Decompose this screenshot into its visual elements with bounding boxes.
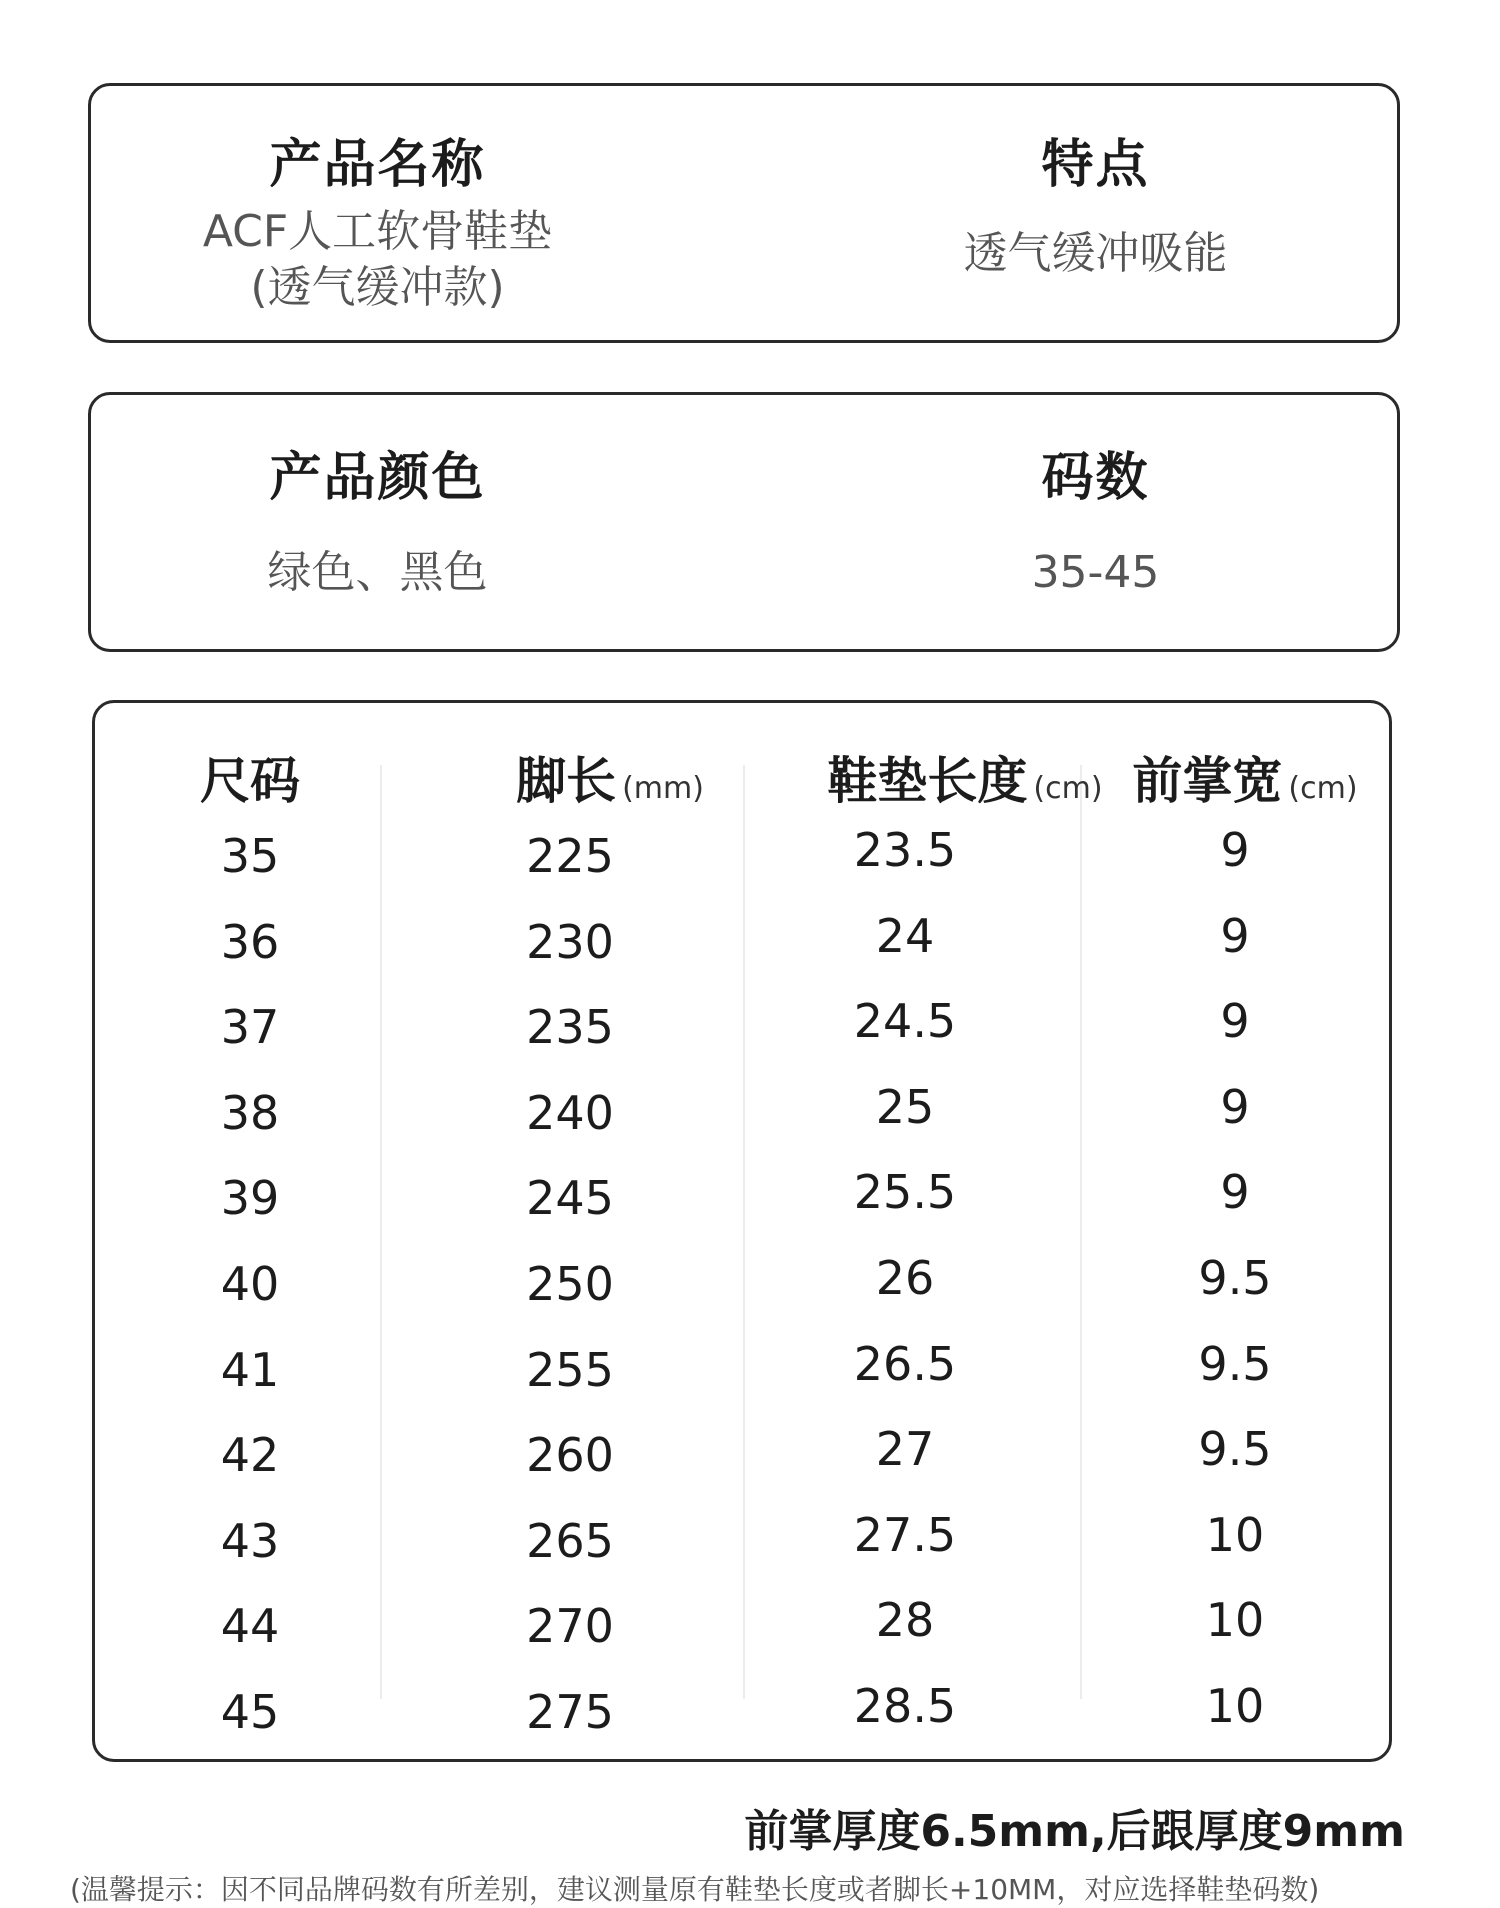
table-row: [95, 1420, 1389, 1506]
cell-foot-length: 245: [526, 1171, 614, 1226]
cell-forefoot-width: 9: [1220, 994, 1250, 1049]
size-range-section: [744, 395, 1397, 649]
table-row: [95, 907, 1389, 993]
header-forefoot-width: [1095, 741, 1395, 813]
table-row: [95, 1335, 1389, 1421]
product-name-section: [91, 86, 744, 340]
cell-forefoot-width: 9: [1220, 1165, 1250, 1220]
cell-size: 41: [220, 1342, 280, 1397]
size-range-value: 35-45: [1031, 547, 1160, 598]
cell-insole-length: 25: [875, 1079, 935, 1134]
header-forefoot-width-unit: (cm): [1288, 771, 1358, 806]
cell-forefoot-width: 10: [1205, 1593, 1265, 1648]
table-row: [95, 1078, 1389, 1164]
cell-forefoot-width: 9: [1220, 823, 1250, 877]
header-forefoot-width-label: 前掌宽: [1132, 752, 1283, 810]
cell-size: 39: [220, 1171, 280, 1226]
table-row: [95, 1591, 1389, 1677]
cell-insole-length: 24.5: [853, 994, 957, 1049]
cell-insole-length: 27: [875, 1422, 935, 1477]
product-name-value: [11, 204, 744, 316]
size-chart-table: [92, 700, 1392, 1762]
cell-insole-length: 27.5: [853, 1507, 957, 1562]
feature-value: 透气缓冲吸能: [963, 228, 1228, 279]
table-row: [95, 992, 1389, 1078]
table-row: [95, 821, 1389, 907]
header-foot-length-label: 脚长: [516, 752, 617, 810]
cell-forefoot-width: 9.5: [1198, 1250, 1272, 1305]
cell-size: 36: [220, 914, 280, 969]
feature-section: [744, 86, 1397, 340]
table-body: [95, 821, 1389, 1763]
cell-insole-length: 25.5: [853, 1165, 957, 1220]
cell-foot-length: 240: [526, 1085, 614, 1140]
product-info-card: [88, 83, 1400, 343]
header-insole-length-unit: (cm): [1033, 771, 1103, 806]
cell-size: 40: [220, 1256, 280, 1311]
cell-foot-length: 255: [526, 1342, 614, 1397]
cell-forefoot-width: 9.5: [1198, 1422, 1272, 1477]
header-foot-length-unit: (mm): [622, 771, 704, 806]
cell-forefoot-width: 9: [1220, 908, 1250, 963]
cell-foot-length: 275: [526, 1684, 614, 1739]
cell-size: 37: [220, 1000, 280, 1055]
feature-title: 特点: [1041, 135, 1150, 195]
cell-foot-length: 260: [526, 1428, 614, 1483]
product-name-line2: (透气缓冲款): [250, 262, 505, 313]
cell-forefoot-width: 9: [1220, 1079, 1250, 1134]
cell-insole-length: 28: [875, 1593, 935, 1648]
product-name-title: 产品名称: [269, 135, 486, 195]
cell-foot-length: 265: [526, 1513, 614, 1568]
cell-size: 38: [220, 1085, 280, 1140]
cell-size: 43: [220, 1513, 280, 1568]
cell-size: 42: [220, 1428, 280, 1483]
size-range-title: 码数: [1041, 448, 1150, 508]
color-section: [91, 395, 744, 649]
color-title: 产品颜色: [269, 448, 486, 508]
cell-insole-length: 26.5: [853, 1336, 957, 1391]
cell-size: 35: [220, 829, 280, 883]
color-value: 绿色、黑色: [267, 547, 488, 598]
header-size: [175, 741, 325, 813]
cell-insole-length: 26: [875, 1250, 935, 1305]
cell-insole-length: 24: [875, 908, 935, 963]
table-row: [95, 1249, 1389, 1335]
table-header: [95, 741, 1389, 811]
cell-forefoot-width: 10: [1205, 1678, 1265, 1733]
cell-foot-length: 230: [526, 914, 614, 969]
cell-foot-length: 225: [526, 829, 614, 883]
table-row: [95, 1163, 1389, 1249]
cell-foot-length: 250: [526, 1256, 614, 1311]
cell-foot-length: 235: [526, 1000, 614, 1055]
cell-foot-length: 270: [526, 1599, 614, 1654]
table-row: [95, 1506, 1389, 1592]
color-size-card: [88, 392, 1400, 652]
table-row: [95, 1677, 1389, 1763]
cell-forefoot-width: 10: [1205, 1507, 1265, 1562]
size-tip: (温馨提示：因不同品牌码数有所差别，建议测量原有鞋垫长度或者脚长+10MM，对应选择鞋垫码数): [70, 1873, 1320, 1906]
header-foot-length: [445, 741, 775, 813]
cell-insole-length: 28.5: [853, 1678, 957, 1733]
header-size-label: 尺码: [200, 752, 300, 810]
product-name-line1: ACF人工软骨鞋垫: [202, 206, 553, 257]
thickness-note: 前掌厚度6.5mm,后跟厚度9mm: [744, 1806, 1405, 1857]
cell-forefoot-width: 9.5: [1198, 1336, 1272, 1391]
header-insole-length-label: 鞋垫长度: [827, 752, 1028, 810]
cell-size: 44: [220, 1599, 280, 1654]
cell-size: 45: [220, 1684, 280, 1739]
cell-insole-length: 23.5: [853, 823, 957, 877]
